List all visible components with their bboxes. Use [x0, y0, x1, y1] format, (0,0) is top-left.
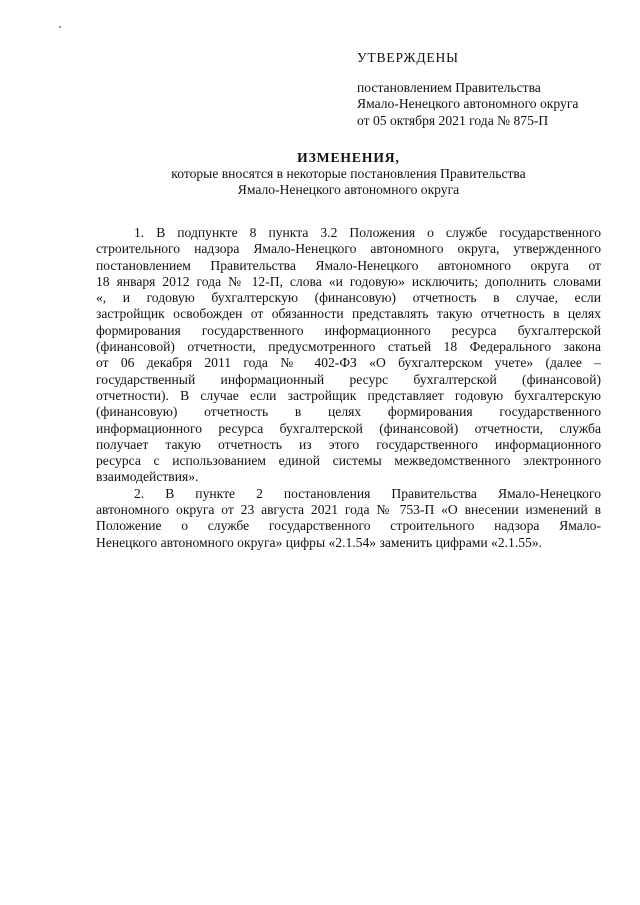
approval-block	[357, 50, 627, 129]
paragraph-line: от 06 декабря 2011 года № 402-ФЗ «О бухгалтерском учете» (далее –	[96, 355, 601, 371]
paragraph-line: получает такую отчетность из этого государственного информационного	[96, 436, 601, 452]
approval-line: от 05 октября 2021 года № 875-П	[357, 112, 549, 128]
document-subtitle-line: которые вносятся в некоторые постановления Правительства	[171, 166, 526, 181]
paragraph-line: постановлением Правительства Ямало-Ненецкого автономного округа от	[96, 257, 601, 273]
paragraph-line: автономного округа от 23 августа 2021 года № 753-П «О внесении изменений в	[96, 502, 601, 518]
document-title: ИЗМЕНЕНИЯ,	[297, 150, 400, 165]
paragraph-2	[96, 486, 601, 551]
paragraph-line: информационного ресурса бухгалтерской (финансовой) отчетности, служба	[96, 420, 601, 436]
approval-line: Ямало-Ненецкого автономного округа	[357, 96, 579, 111]
paragraph-1	[96, 225, 601, 486]
paragraph-line: 18 января 2012 года № 12-П, слова «и годовую» исключить; дополнить словами	[96, 273, 601, 289]
paragraph-line: отчетности). В случае если застройщик представляет годовую бухгалтерскую	[96, 387, 601, 403]
paragraph-line: ресурса с использованием единой системы межведомственного электронного	[96, 453, 601, 469]
approval-line: постановлением Правительства	[357, 79, 541, 95]
paragraph-line: Положение о службе государственного строительного надзора Ямало-	[96, 518, 601, 534]
paragraph-line: (финансовой) отчетности, предусмотренного статьей 18 Федерального закона	[96, 339, 601, 355]
paragraph-line: (финансовую) отчетность в целях формирования государственного	[96, 404, 601, 420]
document-body	[96, 225, 601, 551]
paragraph-line: застройщик освобожден от обязанности представлять такую отчетность в целях	[96, 306, 601, 322]
scan-speck	[59, 26, 61, 28]
paragraph-line: взаимодействия».	[96, 469, 199, 485]
paragraph-line: «, и годовую бухгалтерскую (финансовую) отчетность в случае, если	[96, 290, 601, 306]
paragraph-line: Ненецкого автономного округа» цифры «2.1.54» заменить цифрами «2.1.55».	[96, 534, 543, 550]
paragraph-line: формирования государственного информационного ресурса бухгалтерской	[96, 322, 601, 338]
paragraph-line: 1. В подпункте 8 пункта 3.2 Положения о службе государственного	[134, 225, 601, 240]
paragraph-line: государственный информационный ресурс бухгалтерской (финансовой)	[96, 371, 601, 387]
document-subtitle-line: Ямало-Ненецкого автономного округа	[237, 182, 460, 197]
paragraph-line: строительного надзора Ямало-Ненецкого автономного округа, утвержденного	[96, 241, 601, 257]
paragraph-line: 2. В пункте 2 постановления Правительства Ямало-Ненецкого	[134, 485, 601, 501]
document-heading	[96, 150, 601, 198]
approval-title: УТВЕРЖДЕНЫ	[357, 50, 459, 65]
